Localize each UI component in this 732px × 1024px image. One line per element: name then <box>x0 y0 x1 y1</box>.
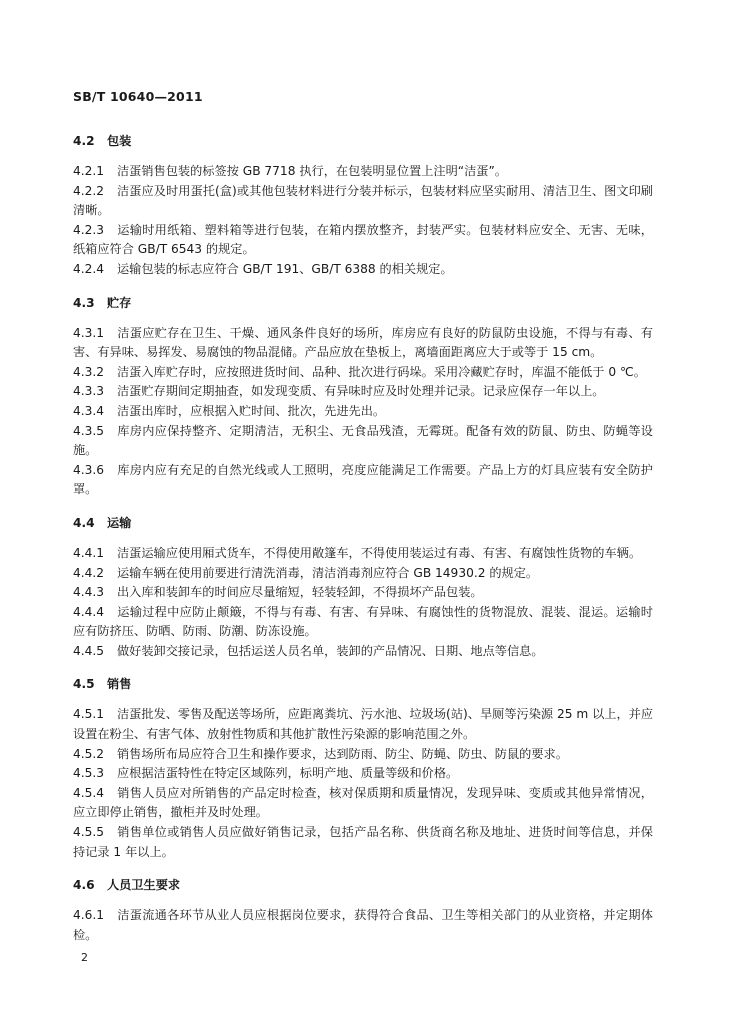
clause-number: 4.5.1 <box>73 707 105 722</box>
clause-text: 出入库和装卸车的时间应尽量缩短，轻装轻卸，不得损坏产品包装。 <box>117 585 483 600</box>
clause <box>73 564 653 584</box>
heading-spacer <box>73 896 653 906</box>
section-title: 人员卫生要求 <box>107 878 181 893</box>
clause-text: 洁蛋批发、零售及配送等场所，应距离粪坑、污水池、垃圾场(站)、旱厕等污染源 25 m 以上，并应设置在粉尘、有害气体、放射性物质和其他扩散性污染源的影响范围之外。 <box>73 707 654 742</box>
clause-number: 4.3.4 <box>73 403 105 418</box>
clause-number: 4.4.4 <box>73 604 105 619</box>
clause-text: 洁蛋应贮存在卫生、干燥、通风条件良好的场所，库房应有良好的防鼠防虫设施，不得与有毒、有害、有异味、易挥发、易腐蚀的物品混储。产品应放在垫板上，离墙面距离应大于或等于 15 cm。 <box>73 325 653 360</box>
standard-code: SB/T 10640—2011 <box>73 89 203 104</box>
clause-number: 4.2.4 <box>73 261 105 276</box>
clause-text: 运输包装的标志应符合 GB/T 191、GB/T 6388 的相关规定。 <box>117 261 453 276</box>
clause <box>73 182 653 221</box>
clause-text: 洁蛋运输应使用厢式货车，不得使用敞篷车，不得使用装运过有毒、有害、有腐蚀性货物的车辆。 <box>117 545 642 560</box>
clause-number: 4.3.2 <box>73 364 105 379</box>
section-heading <box>73 130 653 152</box>
section-spacer <box>73 280 653 292</box>
clause <box>73 784 653 823</box>
clause-text: 运输过程中应防止颠簸，不得与有毒、有害、有异味、有腐蚀性的货物混放、混装、混运。运输时应有防挤压、防晒、防雨、防潮、防冻设施。 <box>73 604 653 639</box>
section-number: 4.2 <box>73 134 95 148</box>
clause <box>73 583 653 603</box>
heading-spacer <box>73 152 653 162</box>
section-spacer <box>73 500 653 512</box>
clause-text: 应根据洁蛋特性在特定区域陈列，标明产地、质量等级和价格。 <box>117 766 459 781</box>
section-heading <box>73 512 653 534</box>
clause-number: 4.4.2 <box>73 565 105 580</box>
document-body <box>73 130 653 945</box>
section-number: 4.3 <box>73 295 95 310</box>
clause-number: 4.2.2 <box>73 183 105 198</box>
section-heading <box>73 874 653 896</box>
clause <box>73 603 653 642</box>
clause <box>73 745 653 765</box>
section-spacer <box>73 862 653 874</box>
clause-number: 4.3.6 <box>73 462 105 477</box>
clause-number: 4.3.1 <box>73 325 105 340</box>
clause <box>73 705 653 744</box>
clause-text: 做好装卸交接记录，包括运送人员名单，装卸的产品情况、日期、地点等信息。 <box>117 643 544 658</box>
clause <box>73 642 653 662</box>
clause-number: 4.5.5 <box>73 825 105 840</box>
clause <box>73 823 653 862</box>
clause-text: 销售场所布局应符合卫生和操作要求，达到防雨、防尘、防蝇、防虫、防鼠的要求。 <box>117 746 568 761</box>
clause-number: 4.6.1 <box>73 908 105 923</box>
clause <box>73 162 653 182</box>
heading-spacer <box>73 695 653 705</box>
clause <box>73 764 653 784</box>
section-number: 4.5 <box>73 677 95 692</box>
clause <box>73 461 653 500</box>
clause-text: 洁蛋销售包装的标签按 GB 7718 执行，在包装明显位置上注明“洁蛋”。 <box>117 164 507 178</box>
clause-number: 4.3.3 <box>73 384 105 399</box>
section-title: 包装 <box>107 134 132 148</box>
clause <box>73 363 653 383</box>
clause-number: 4.5.2 <box>73 746 105 761</box>
clause <box>73 260 653 280</box>
clause <box>73 544 653 564</box>
section-heading <box>73 292 653 314</box>
heading-spacer <box>73 314 653 324</box>
section-title: 运输 <box>107 515 132 530</box>
clause <box>73 382 653 402</box>
section-spacer <box>73 661 653 673</box>
clause-text: 洁蛋流通各环节从业人员应根据岗位要求，获得符合食品、卫生等相关部门的从业资格，并定期体检。 <box>73 908 653 942</box>
clause-text: 运输时用纸箱、塑料箱等进行包装，在箱内摆放整齐，封装严实。包装材料应安全、无害、无味，纸箱应符合 GB/T 6543 的规定。 <box>73 222 653 257</box>
clause-text: 库房内应保持整齐、定期清洁，无积尘、无食品残渣，无霉斑。配备有效的防鼠、防虫、防蝇等设施。 <box>73 423 653 458</box>
clause-number: 4.4.3 <box>73 585 105 600</box>
section-number: 4.6 <box>73 878 95 893</box>
clause-number: 4.2.1 <box>73 164 105 178</box>
clause-number: 4.4.1 <box>73 545 105 560</box>
section-title: 贮存 <box>107 295 132 310</box>
clause-text: 运输车辆在使用前要进行清洗消毒，清洁消毒剂应符合 GB 14930.2 的规定。 <box>117 565 539 580</box>
clause-text: 洁蛋应及时用蛋托(盒)或其他包装材料进行分装并标示，包装材料应坚实耐用、清洁卫生、图文印刷清晰。 <box>73 183 653 218</box>
clause-text: 洁蛋入库贮存时，应按照进货时间、品种、批次进行码垛。采用冷藏贮存时，库温不能低于 0 ℃。 <box>117 364 646 379</box>
clause-text: 销售人员应对所销售的产品定时检查，核对保质期和质量情况，发现异味、变质或其他异常情况，应立即停止销售，撤柜并及时处理。 <box>73 785 653 820</box>
clause-number: 4.5.3 <box>73 766 105 781</box>
clause-text: 库房内应有充足的自然光线或人工照明，亮度应能满足工作需要。产品上方的灯具应装有安全防护罩。 <box>73 462 653 497</box>
clause-number: 4.3.5 <box>73 423 105 438</box>
heading-spacer <box>73 534 653 544</box>
section-number: 4.4 <box>73 515 95 530</box>
clause-number: 4.4.5 <box>73 643 105 658</box>
clause-number: 4.2.3 <box>73 222 105 237</box>
clause <box>73 906 653 945</box>
clause-text: 销售单位或销售人员应做好销售记录，包括产品名称、供货商名称及地址、进货时间等信息，并保持记录 1 年以上。 <box>73 825 653 859</box>
page-number: 2 <box>81 951 88 964</box>
clause-number: 4.5.4 <box>73 785 105 800</box>
clause <box>73 324 653 363</box>
section-title: 销售 <box>107 677 132 692</box>
clause-text: 洁蛋出库时，应根据入贮时间、批次，先进先出。 <box>117 403 386 418</box>
clause-text: 洁蛋贮存期间定期抽查，如发现变质、有异味时应及时处理并记录。记录应保存一年以上。 <box>117 384 605 399</box>
clause <box>73 402 653 422</box>
clause <box>73 422 653 461</box>
section-heading <box>73 673 653 695</box>
clause <box>73 221 653 260</box>
